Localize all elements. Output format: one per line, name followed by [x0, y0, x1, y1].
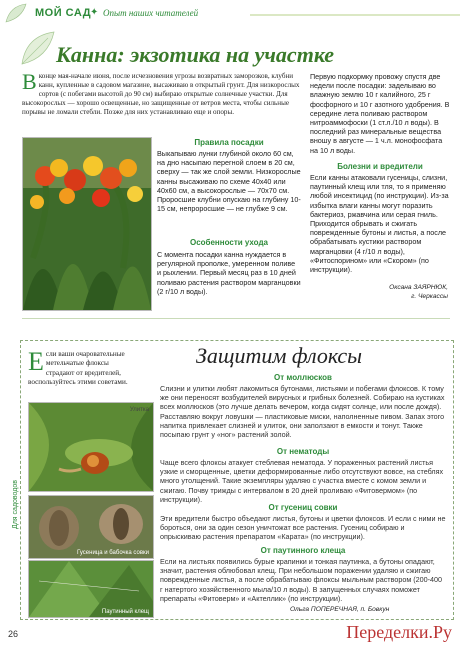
header-leaf-decoration: [4, 2, 30, 24]
header-divider: [250, 14, 460, 16]
watermark-logo: Переделки.Ру: [346, 622, 452, 642]
spider-mite-text: Если на листьях появились бурые крапинки и тонкая паутинка, а бутоны опадают, значит, растения облюбовал клещ. При небольшом поражении удаляю и сжигаю поврежденные листья, а после обрабатываю флоксы мыльным раствором (200-400 г натертого хозяйственного мыла/10 л воды). В запущенных случаях поможет препараты «Фитоверм» и «Актеллик» (по инструкции).: [160, 557, 443, 603]
diseases-text: Если канны атаковали гусеницы, слизни, паутинный клещ или тля, то я применяю любой инсектицид (по инструкции). Из-за избытка влаги канны могут поразить бактериоз, ржавчина или серая гниль. Приходится обрывать и сжигать поврежденные бутоны и листья, а после обрабатывать кустики раствором марганцовки (4 г/10 л воды), «Фитоспорином» или «Скором» (по инструкции).: [310, 173, 449, 275]
author-2: Ольга ПОПЕРЕЧНАЯ, п. Бовкун: [290, 606, 390, 613]
rules-text: Выкапываю лунки глубиной около 60 см, на дно насыпаю перегной слоем в 20 см, сверху — так же слой земли. Низкорослые канны высаживаю по схеме 40х40 или 40х60 см, а высокорослые — 70х70 см. Проросшие клубни опускаю на глубину 10-15 см, непроросшие — не глубже 9 см.: [157, 149, 301, 214]
header-separator-icon: ✦: [90, 7, 99, 18]
drop-cap: В: [22, 69, 37, 94]
caterpillar-heading: От гусениц совки: [268, 503, 338, 512]
article-divider: [22, 318, 450, 319]
author-1: Оксана ЗАЯРНЮК,: [389, 284, 448, 291]
care-text: С момента посадки канна нуждается в регулярной прополке, умеренном поливе и рыхлении. Первый месяц раз в 10 дней поливаю растения раствором марганцовки (2 г/10 л воды).: [157, 250, 301, 296]
mite-photo: [28, 560, 154, 618]
phlox-intro: [28, 347, 136, 388]
snail-caption: Улитка: [129, 407, 149, 413]
care-heading: Особенности ухода: [189, 238, 268, 247]
moth-caption: Гусеница и бабочка совки: [77, 550, 149, 556]
phlox-title: Защитим флоксы: [196, 343, 362, 368]
diseases-heading: Болезни и вредители: [337, 162, 423, 171]
moth-photo: [28, 495, 154, 559]
section-label: МОЙ САД: [35, 7, 92, 19]
nematode-heading: От нематоды: [276, 447, 330, 456]
page-number: 26: [8, 629, 19, 639]
author-1-city: г. Черкассы: [411, 293, 448, 300]
snail-photo: [28, 402, 154, 492]
phlox-drop-cap: Е: [28, 347, 44, 376]
article-title: Канна: экзотика на участке: [56, 42, 335, 67]
section-subtitle: Опыт наших читателей: [103, 8, 199, 18]
page-header: [0, 0, 460, 28]
rules-heading: Правила посадки: [194, 138, 264, 147]
canna-photo: [22, 137, 152, 311]
nematode-text: Чаще всего флоксы атакует стеблевая нематода. У пораженных растений листья узкие и сморщенные, цветки деформированные либо отсутствуют вовсе, на стеблях много утолщений. Такие экземпляры удаляю с участка вместе с комом земли и сжигаю. Почву трижды с интервалом в 20 дней проливаю «Фитовермом» (по инструкции).: [160, 458, 444, 504]
mollusks-heading: От моллюсков: [274, 373, 332, 382]
spider-mite-heading: От паутинного клеща: [260, 546, 346, 555]
mite-caption: Паутинный клещ: [101, 609, 149, 615]
intro-text: конце мая-начале июня, после исчезновения угрозы возвратных заморозков, клубни канн, купленные в садовом магазине, высаживаю в открытый грунт. Для низкорослых сортов (с побегами высотой до 90 см) выбираю открытые солнечные участки. Для высокорослых — хорошо освещенные, но защищенные от ветров места, чтобы сильные порывы не ломали стебли. Позже для них устанавливаю еще и опоры.: [22, 72, 300, 116]
vertical-label: Для садоводов: [12, 480, 19, 530]
phlox-intro-text: сли ваши очаровательные метельчатые флоксы страдают от вредителей, воспользуйтесь этими советами.: [28, 350, 128, 387]
article-intro: [22, 69, 306, 117]
caterpillar-text: Эти вредители быстро объедают листья, бутоны и цветки флоксов. И если с ними не бороться, они за один сезон уничтожат все растения. Гусениц собираю и опрыскиваю растения препаратом «Карата» (по инструкции).: [160, 514, 446, 542]
mollusks-text: Слизни и улитки любят лакомиться бутонами, листьями и побегами флоксов. К тому же они переносят возбудителей вирусных и грибных болезней. Собираю на кустиках всех моллюсков (это лучше делать вечером, когда сидят солнце, или после дождя). Расставляю вокруг ловушки — пластиковые миски, наполненные пивом. Запах этого напитка привлекает слизней и улиток, они заползают в емкости и тонут. Также посыпаю грунт у «ног» растений золой.: [160, 384, 445, 440]
feeding-text: Первую подкормку провожу спустя две недели после посадки: заделываю во влажную землю 10 г калийного, 25 г фосфорного и 10 г азотного удобрения. В середине лета поливаю раствором нитроаммофоски (1 ст.л./10 л воды). В последний раз минеральные вещества вношу в августе — 1 ч.л. монофосфата на 10 л воды.: [310, 72, 450, 155]
title-leaf-decoration: [18, 28, 58, 68]
